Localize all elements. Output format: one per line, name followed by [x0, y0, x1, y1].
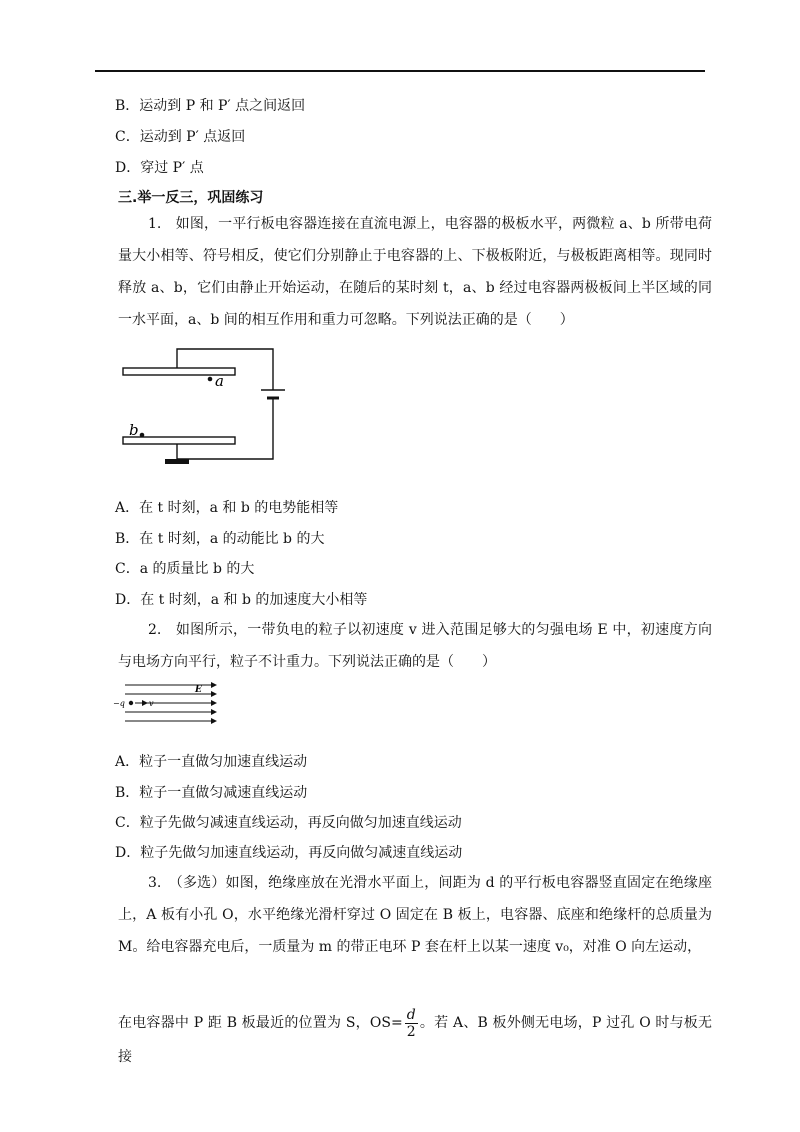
ground-icon	[165, 459, 189, 464]
label-b: b	[129, 421, 139, 439]
q2-option-c: C．粒子先做匀减速直线运动，再反向做匀加速直线运动	[115, 815, 462, 831]
q1-option-a: A．在 t 时刻，a 和 b 的电势能相等	[115, 500, 339, 516]
q1-option-c: C．a 的质量比 b 的大	[115, 561, 255, 577]
prev-option-d: D．穿过 P′ 点	[115, 160, 204, 176]
particle-b	[140, 433, 145, 438]
label-charge: −q	[113, 699, 125, 708]
prev-option-b: B．运动到 P 和 P′ 点之间返回	[115, 98, 306, 114]
q3-last-line	[118, 1006, 712, 1074]
q1-stem: 1. 如图，一平行板电容器连接在直流电源上，电容器的极板水平，两微粒 a、b 所带电荷量大小相等、符号相反，使它们分别静止于电容器的上、下极板附近，与极板距离相等。现同时释放 a、b，它们由静止开始运动，在随后的某时刻 t，a、b 经过电容器两极板间上半区域的同一水平面，a、b 间的相互作用和重力可忽略。下列说法正确的是（ ）	[118, 216, 712, 328]
prev-option-c: C．运动到 P′ 点返回	[115, 129, 246, 145]
section-title: 三.举一反三，巩固练习	[118, 190, 264, 206]
label-a: a	[215, 372, 224, 390]
q3-text-pre: 在电容器中 P 距 B 板最近的位置为 S，OS=	[118, 1015, 403, 1031]
q3-text-post: 。若 A、B 板外侧无电场，P 过孔 O 时与板无接	[118, 1015, 712, 1065]
q2-stem: 2. 如图所示，一带负电的粒子以初速度 v 进入范围足够大的匀强电场 E 中，初速度方向与电场方向平行，粒子不计重力。下列说法正确的是（ ）	[118, 622, 712, 670]
q1-capacitor-diagram	[115, 343, 285, 468]
q1-option-d: D．在 t 时刻，a 和 b 的加速度大小相等	[115, 592, 368, 608]
q1-option-b: B．在 t 时刻，a 的动能比 b 的大	[115, 531, 325, 547]
label-e: E	[195, 685, 202, 695]
fraction-numerator: d	[406, 1006, 416, 1023]
q2-option-b: B．粒子一直做匀减速直线运动	[115, 785, 308, 801]
q3-stem: 3. （多选）如图，绝缘座放在光滑水平面上，间距为 d 的平行板电容器竖直固定在绝缘座上，A 板有小孔 O，水平绝缘光滑杆穿过 O 固定在 B 板上，电容器、底座和绝缘杆的总质量为M。给电容器充电后，一质量为 m 的带正电环 P 套在杆上以某一速度 v₀，对准 O 向左运动，	[118, 875, 712, 955]
fraction-denominator: 2	[406, 1023, 416, 1040]
battery-icon	[261, 390, 285, 398]
q2-field-diagram	[113, 682, 223, 724]
label-v: v	[149, 699, 154, 708]
q2-option-a: A．粒子一直做匀加速直线运动	[115, 754, 308, 770]
lower-plate	[123, 437, 235, 444]
q2-option-d: D．粒子先做匀加速直线运动，再反向做匀减速直线运动	[115, 845, 463, 861]
particle-a	[208, 377, 213, 382]
os-fraction	[405, 1007, 418, 1040]
header-rule	[95, 70, 705, 72]
particle-q	[129, 701, 133, 705]
